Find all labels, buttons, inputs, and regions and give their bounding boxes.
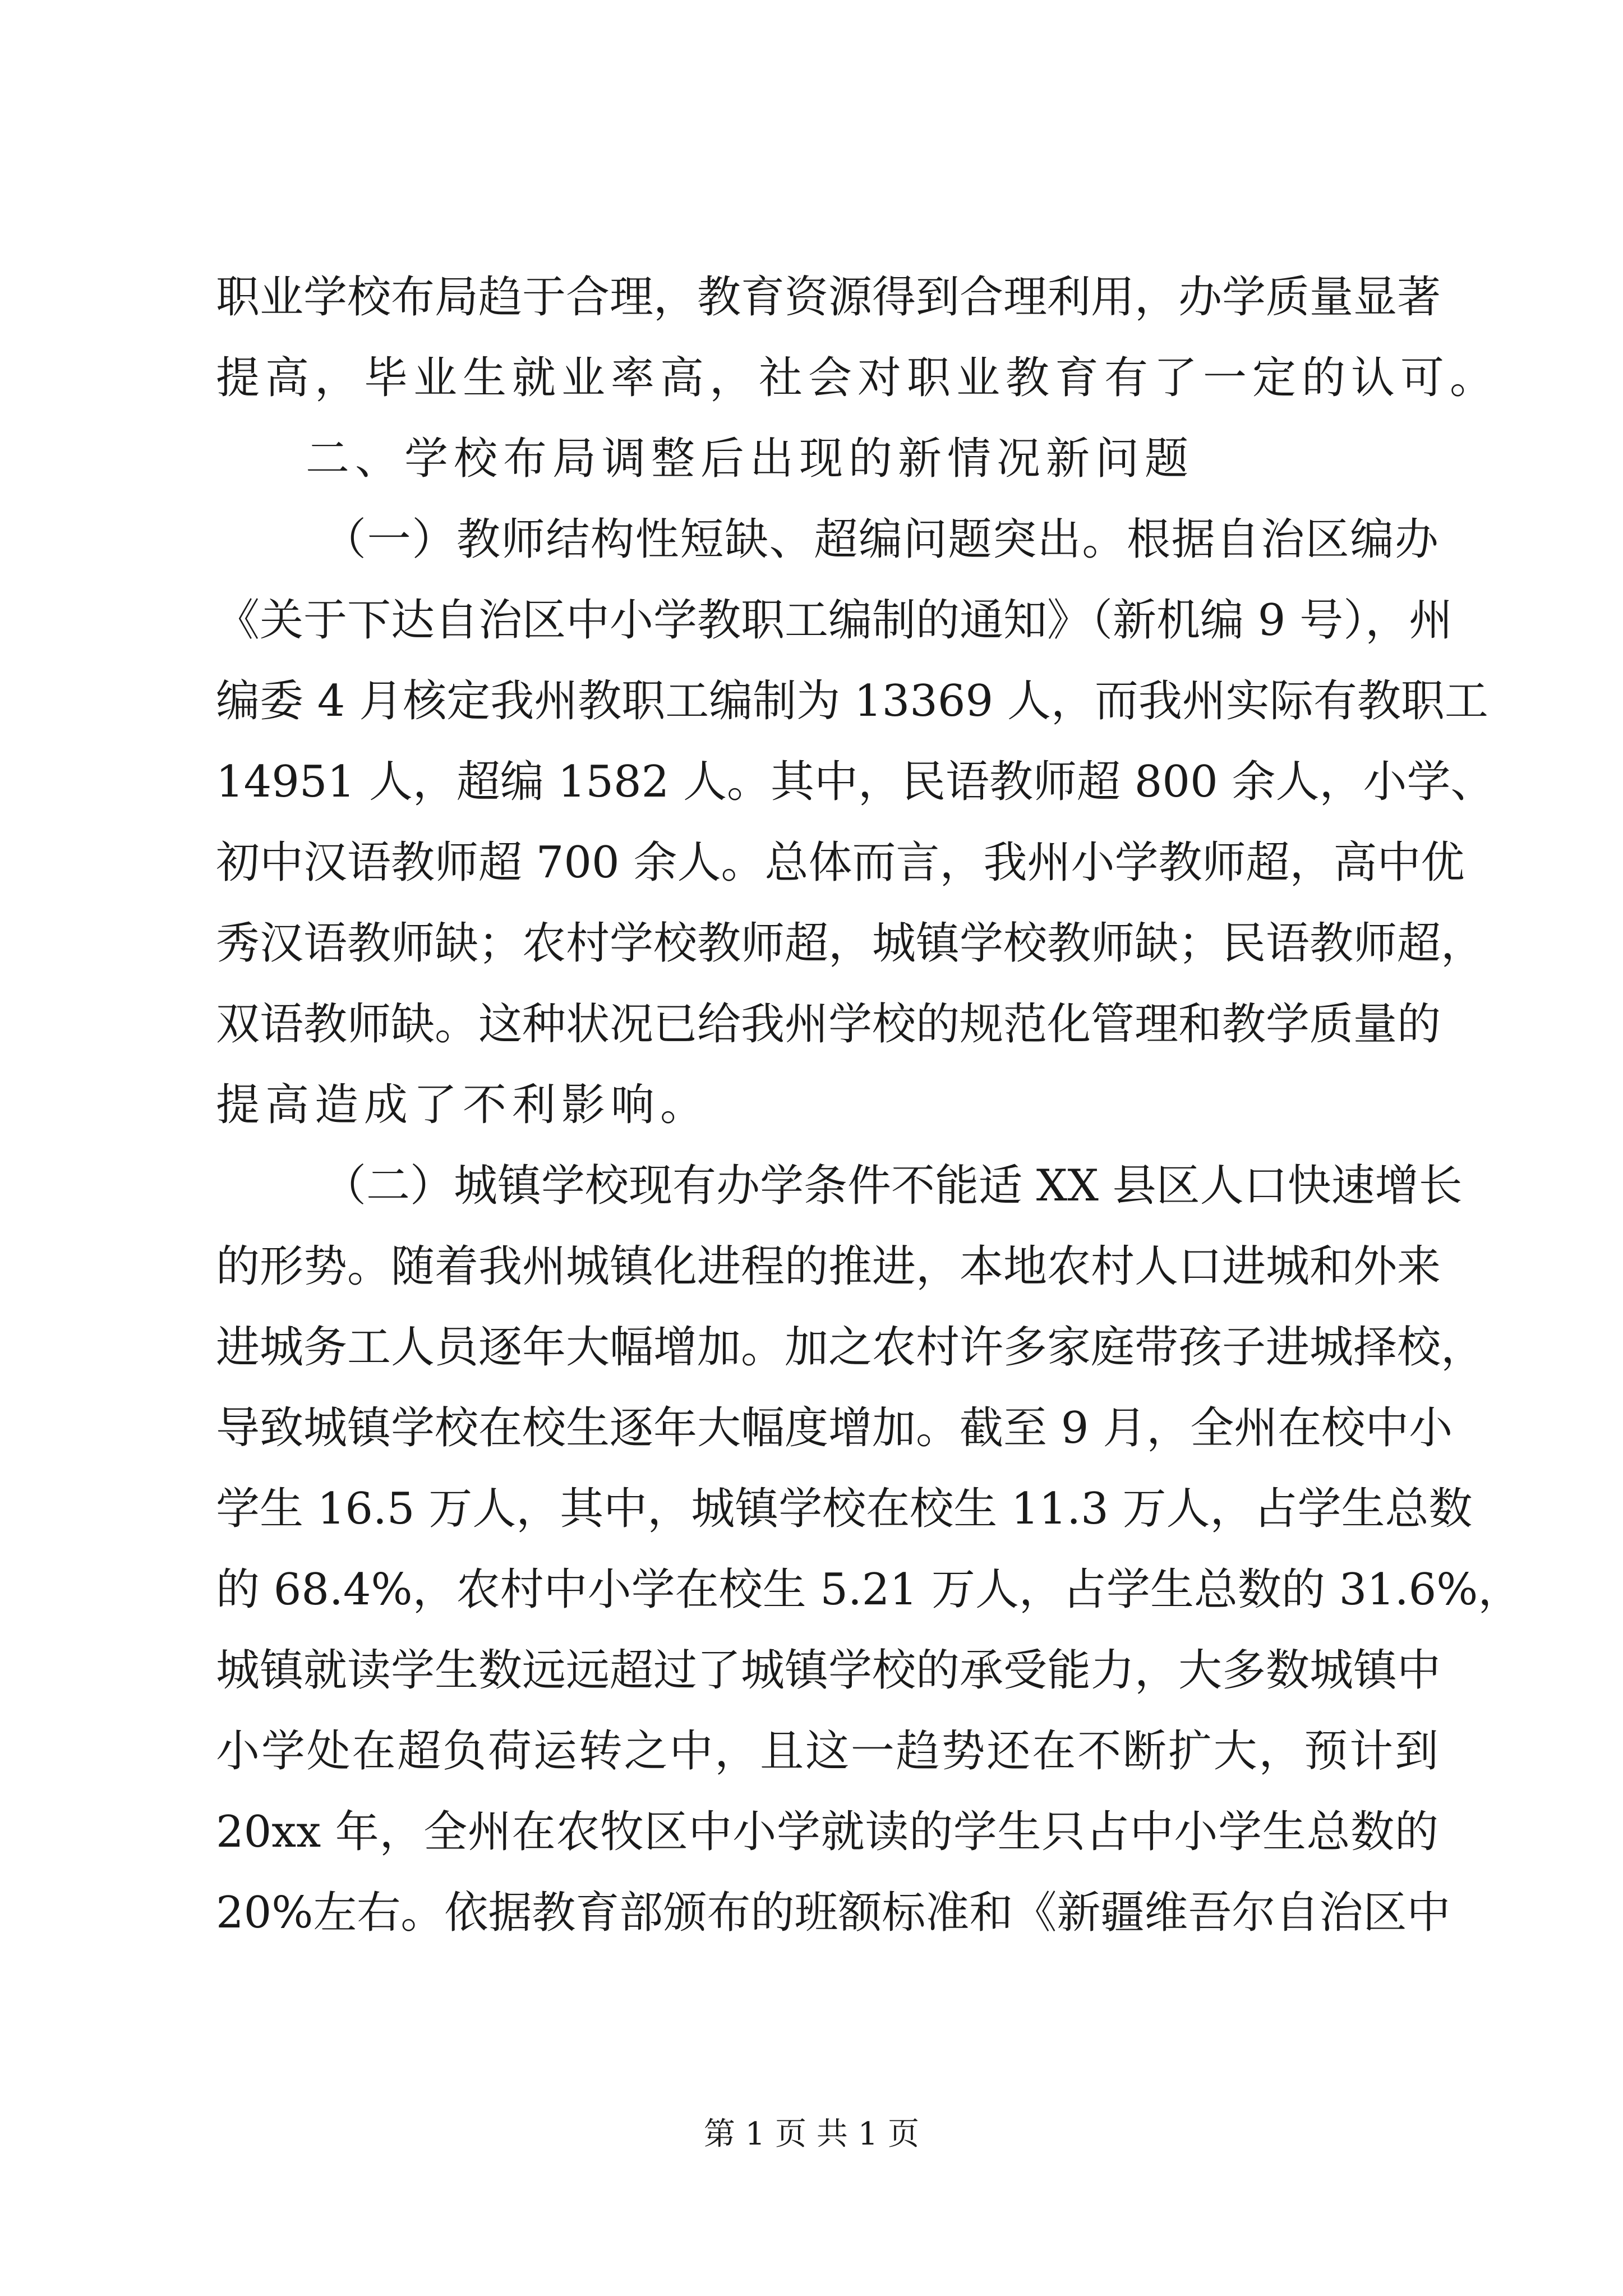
text-line: 城镇就读学生数远远超过了城镇学校的承受能力，大多数城镇中 [216,1645,1441,1696]
text-line: 20xx 年，全州在农牧区中小学就读的学生只占中小学生总数的 [216,1807,1438,1857]
text-line: 小学处在超负荷运转之中，且这一趋势还在不断扩大，预计到 [216,1726,1438,1777]
text-line: 初中汉语教师超 700 余人。总体而言，我州小学教师超，高中优 [216,838,1465,888]
page-footer [0,2109,1623,2154]
text-line: 提高造成了不利影响。 [216,1080,710,1130]
text-line: 提高，毕业生就业率高，社会对职业教育有了一定的认可。 [216,353,1500,403]
text-line: 职业学校布局趋于合理，教育资源得到合理利用，办学质量显著 [216,272,1441,323]
text-line: 20%左右。依据教育部颁布的班额标准和《新疆维吾尔自治区中 [216,1888,1451,1938]
text-line: 双语教师缺。这种状况已给我州学校的规范化管理和教学质量的 [216,999,1441,1050]
text-line: 的形势。随着我州城镇化进程的推进，本地农村人口进城和外来 [216,1241,1441,1292]
text-line: 编委 4 月核定我州教职工编制为 13369 人，而我州实际有教职工 [216,676,1488,726]
text-line: 14951 人，超编 1582 人。其中，民语教师超 800 余人，小学、 [216,757,1495,807]
text-line: 导致城镇学校在校生逐年大幅度增加。截至 9 月，全州在校中小 [216,1403,1453,1453]
page-number: 第 1 页 共 1 页 [703,2116,920,2152]
text-line: 进城务工人员逐年大幅增加。加之农村许多家庭带孩子进城择校， [216,1322,1485,1373]
text-line: 秀汉语教师缺；农村学校教师超，城镇学校教师缺；民语教师超， [216,918,1485,969]
subsection-heading-line: （二）城镇学校现有办学条件不能适 XX 县区人口快速增长 [322,1161,1463,1211]
text-line: 的 68.4%，农村中小学在校生 5.21 万人，占学生总数的 31.6%， [216,1565,1522,1615]
text-line: 《关于下达自治区中小学教职工编制的通知》（新机编 9 号），州 [216,595,1453,646]
section-heading: 二、学校布局调整后出现的新情况新问题 [306,434,1195,484]
document-body [216,257,1522,1953]
subsection-heading-line: （一）教师结构性短缺、超编问题突出。根据自治区编办 [322,514,1438,565]
text-line: 学生 16.5 万人，其中，城镇学校在校生 11.3 万人，占学生总数 [216,1484,1473,1534]
